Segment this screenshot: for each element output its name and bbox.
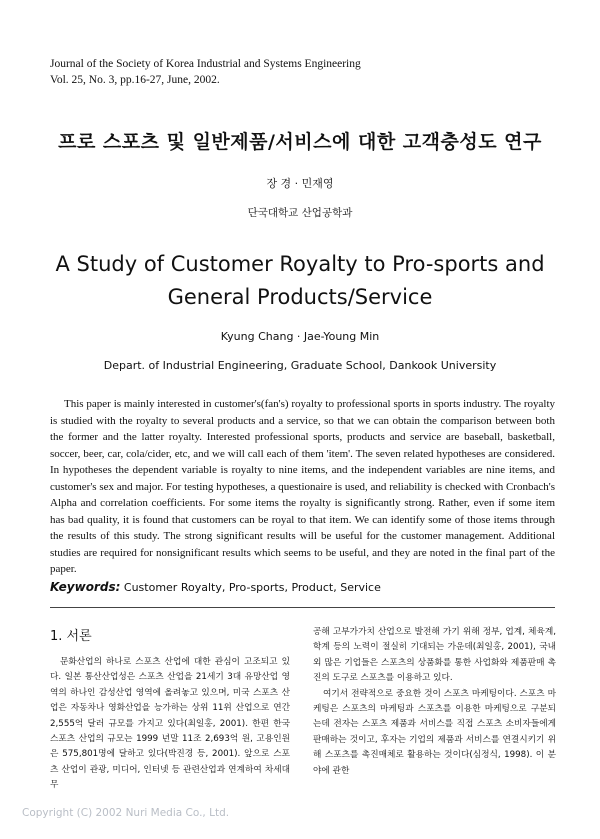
- korean-affiliation: 단국대학교 산업공학과: [247, 207, 353, 219]
- english-title: [0, 248, 600, 314]
- copyright-watermark: Copyright (C) 2002 Nuri Media Co., Ltd.: [22, 807, 230, 819]
- right-column-paragraph-1: 공해 고부가가치 산업으로 발전해 가기 위해 정부, 업계, 체육계, 학계 등의 노력이 절실히 기대되는 가운데(최일홍, 2001), 국내외 많은 기업들은 스포츠의 상품화를 통한 사업화와 제품판매 촉진의 도구로 스포츠를 이용하고 있다.: [313, 627, 556, 684]
- right-column-paragraph-2: 여기서 전략적으로 중요한 것이 스포츠 마케팅이다. 스포츠 마케팅은 스포츠의 마케팅과 스포츠를 이용한 마케팅으로 구분되는데 전자는 스포츠 제품과 서비스를 직접 스포츠 소비자들에게 판매하는 것이고, 후자는 기업의 제품과 서비스를 연결시키기 위해 스포츠를 촉진매체로 활용하는 것이다(심정식, 1998). 이 분야에 관한: [313, 688, 556, 776]
- keywords-label: Keywords:: [50, 580, 121, 594]
- english-affiliation: Depart. of Industrial Engineering, Graduate School, Dankook University: [103, 359, 497, 372]
- korean-title: 프로 스포츠 및 일반제품/서비스에 대한 고객충성도 연구: [58, 131, 542, 153]
- journal-volume: Vol. 25, No. 3, pp.16-27, June, 2002.: [50, 74, 220, 86]
- right-column: [313, 625, 556, 779]
- keywords: [50, 580, 555, 594]
- english-title-line-2: General Products/Service: [167, 285, 433, 309]
- left-column-text: 문화산업의 하나로 스포츠 산업에 대한 관심이 고조되고 있다. 일본 통산산업성은 스포츠 산업을 21세기 3대 유망산업 영역의 하나인 감성산업 영역에 올려놓고 있으며, 미국 스포츠 산업은 자동차나 영화산업을 능가하는 상위 11위 산업으로 연간 2,555억 달러 규모를 가지고 있다(최일홍, 2001). 한편 한국 스포츠 산업의 규모는 1999 년말 11조 2,693억 원, 고용인원은 575,801명에 달하고 있다(박진경 등, 2001). 앞으로 스포츠 산업이 관광, 미디어, 인터넷 등 관련산업과 연계하여 차세대 무: [50, 657, 290, 791]
- section-divider: [50, 607, 555, 608]
- english-authors: Kyung Chang · Jae-Young Min: [220, 330, 380, 343]
- keywords-text: Customer Royalty, Pro-sports, Product, Service: [123, 581, 381, 594]
- abstract: This paper is mainly interested in customer's(fan's) royalty to professional sports in sports industry. The royalty is studied with the royalty to several products and a service, so that we can obtain the comparison between both the former and the latter royalty. Interested professional sports, products and service are baseball, basketball, soccer, beer, car, cola/cider, etc, and we will call each of them 'item'. The seven related hypotheses are considered. In hypotheses the dependent variable is royalty to nine items, and the independent variables are nine items, and customer's sex and major. For testing hypotheses, a questionaire is used, and reliability is checked with Cronbach's Alpha and correlation coefficients. For some items the royalty is significantly strong. Rather, even if some item has bad quality, it is found that customers can be royal to that item. We can identify some of those items through the results of this study. The strong significant results will be useful for the customer management. Additional studies are required for nonsignificant results which seems to be useful, and they are noted in the final part of the paper.: [50, 398, 555, 575]
- section-heading: 1. 서론: [50, 629, 92, 644]
- korean-authors: 장 경 · 민재영: [266, 177, 334, 190]
- english-title-line-1: A Study of Customer Royalty to Pro-sports and: [55, 252, 545, 276]
- journal-info: [50, 56, 361, 88]
- journal-name: Journal of the Society of Korea Industrial and Systems Engineering: [50, 58, 361, 70]
